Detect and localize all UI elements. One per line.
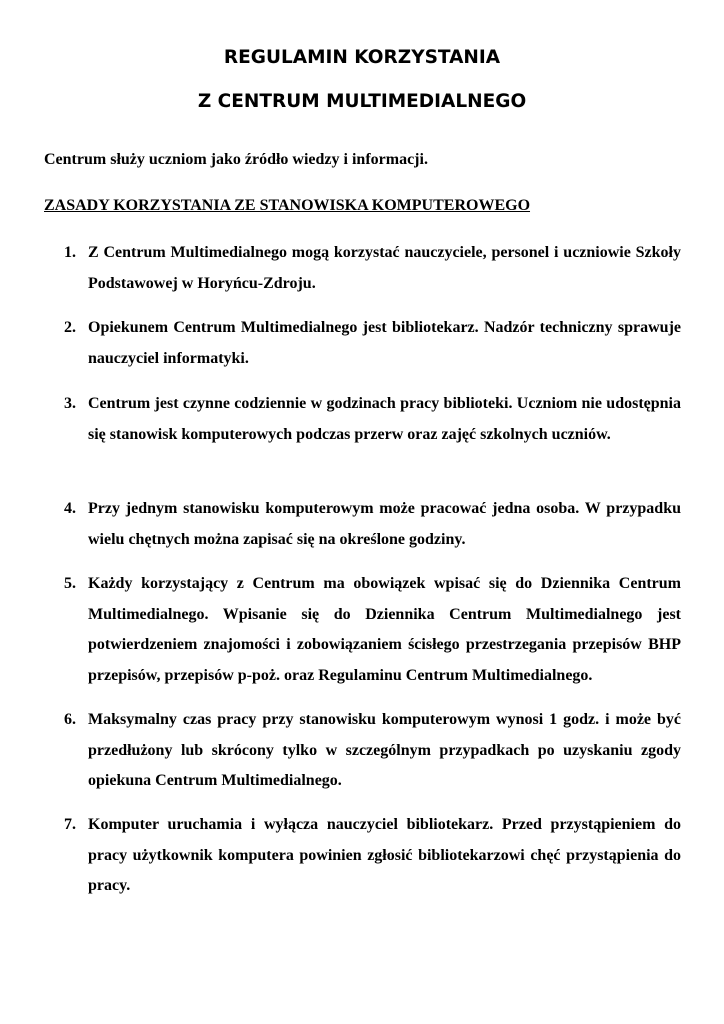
rule-text: Z Centrum Multimedialnego mogą korzystać nauczyciele, personel i uczniowie Szkoły Podstawowej w Horyńcu-Zdroju. (88, 244, 681, 292)
rule-item-5 (64, 569, 681, 691)
rule-number: 3. (64, 395, 76, 412)
rule-text: Centrum jest czynne codziennie w godzinach pracy biblioteki. Uczniom nie udostępnia się stanowisk komputerowych podczas przerw oraz zajęć szkolnych uczniów. (88, 395, 681, 443)
document-title-line-1: REGULAMIN KORZYSTANIA (223, 47, 501, 68)
rule-text: Maksymalny czas pracy przy stanowisku komputerowym wynosi 1 godz. i może być przedłużony lub skrócony tylko w szczególnym przypadkach po uzyskaniu zgody opiekuna Centrum Multimedialnego. (88, 711, 681, 789)
rule-number: 6. (64, 711, 76, 728)
rule-number: 4. (64, 500, 76, 517)
rule-item-4 (64, 494, 681, 555)
rule-number: 2. (64, 319, 76, 336)
rule-item-7 (64, 810, 681, 902)
rule-text: Przy jednym stanowisku komputerowym może pracować jedna osoba. W przypadku wielu chętnych można zapisać się na określone godziny. (88, 500, 681, 548)
rule-item-1 (64, 238, 681, 299)
rule-text: Komputer uruchamia i wyłącza nauczyciel bibliotekarz. Przed przystąpieniem do pracy użytkownik komputera powinien zgłosić bibliotekarzowi chęć przystąpienia do pracy. (88, 816, 681, 894)
intro-paragraph: Centrum służy uczniom jako źródło wiedzy i informacji. (44, 151, 428, 168)
rule-item-2 (64, 313, 681, 374)
rule-text: Opiekunem Centrum Multimedialnego jest bibliotekarz. Nadzór techniczny sprawuje nauczyciel informatyki. (88, 319, 681, 367)
rule-item-3 (64, 389, 681, 450)
section-heading: ZASADY KORZYSTANIA ZE STANOWISKA KOMPUTEROWEGO (44, 197, 531, 214)
rule-number: 7. (64, 816, 76, 833)
rule-number: 1. (64, 244, 76, 261)
rule-number: 5. (64, 575, 76, 592)
rule-item-6 (64, 705, 681, 797)
rule-text: Każdy korzystający z Centrum ma obowiązek wpisać się do Dziennika Centrum Multimedialnego. Wpisanie się do Dziennika Centrum Multimedialnego jest potwierdzeniem znajomości i zobowiązaniem ścisłego przestrzegania przepisów BHP przepisów, przepisów p-poż. oraz Regulaminu Centrum Multimedialnego. (88, 575, 681, 684)
document-title-line-2: Z CENTRUM MULTIMEDIALNEGO (197, 91, 527, 112)
